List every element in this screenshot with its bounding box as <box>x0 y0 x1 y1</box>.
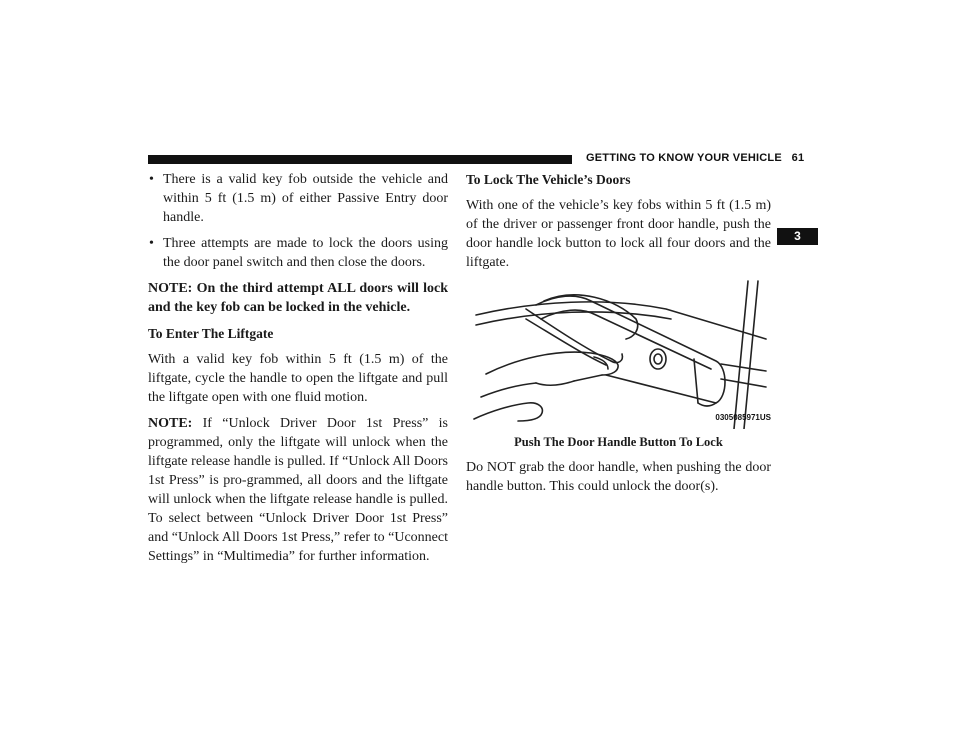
door-handle-figure <box>466 279 771 429</box>
bullet-item: • There is a valid key fob outside the vehicle and within 5 ft (1.5 m) of either Passive Entry door handle. <box>149 172 448 225</box>
page-number: 61 <box>791 152 805 164</box>
note-label: NOTE: <box>148 416 193 431</box>
chapter-tab: 3 <box>777 228 818 245</box>
door-handle-illustration-icon <box>466 279 771 429</box>
note-body: If “Unlock Driver Door 1st Press” is programmed, only the liftgate will unlock when the liftgate release handle is pulled. If “Unlock All Doors 1st Press” is pro-grammed, all doors and the liftgate will unlock when the liftgate release handle is pulled. To select between “Unlock Driver Door 1st Press” and “Unlock All Doors 1st Press,” refer to “Uconnect Settings” in “Multimedia” for further information. <box>148 416 448 564</box>
paragraph-lock-doors: With one of the vehicle’s key fobs within 5 ft (1.5 m) of the driver or passenger front door handle, push the door handle lock button to lock all four doors and the liftgate. <box>466 198 771 270</box>
figure-code: 0305085971US <box>715 413 771 422</box>
heading-lock-doors: To Lock The Vehicle’s Doors <box>466 172 631 187</box>
note-unlock-settings <box>148 414 448 566</box>
bullet-item: • Three attempts are made to lock the doors using the door panel switch and then close the doors. <box>149 236 448 270</box>
right-column <box>466 170 771 503</box>
header-rule <box>148 155 572 164</box>
heading-enter-liftgate: To Enter The Liftgate <box>148 326 274 341</box>
bullet-icon: • <box>149 236 154 251</box>
figure-caption: Push The Door Handle Button To Lock <box>514 435 723 449</box>
left-column <box>148 170 448 573</box>
paragraph-liftgate: With a valid key fob within 5 ft (1.5 m) of the liftgate, cycle the handle to open the liftgate and pull the liftgate open with one fluid motion. <box>148 352 448 405</box>
bullet-icon: • <box>149 172 154 187</box>
section-title: GETTING TO KNOW YOUR VEHICLE <box>586 152 782 164</box>
note-locked-fob: NOTE: On the third attempt ALL doors will lock and the key fob can be locked in the vehicle. <box>148 281 448 315</box>
running-header <box>586 152 804 164</box>
paragraph-warning: Do NOT grab the door handle, when pushing the door handle button. This could unlock the door(s). <box>466 460 771 494</box>
